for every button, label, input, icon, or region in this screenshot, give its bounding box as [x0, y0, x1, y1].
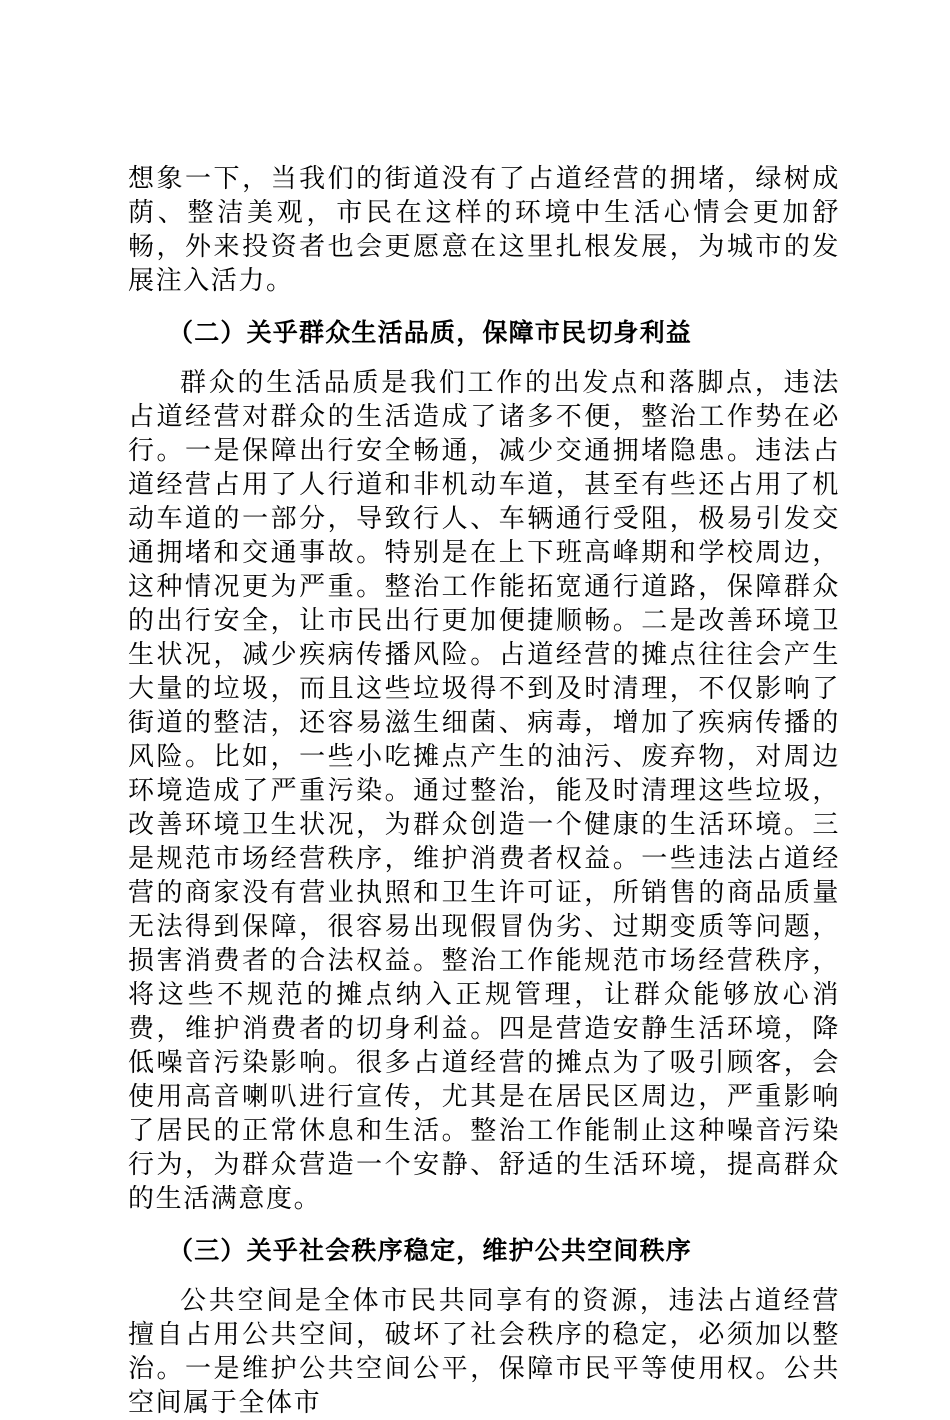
section-heading-2: （二）关乎群众生活品质，保障市民切身利益	[168, 318, 693, 347]
paragraph-section-2: 群众的生活品质是我们工作的出发点和落脚点，违法占道经营对群众的生活造成了诸多不便，整治工作势在必行。一是保障出行安全畅通，减少交通拥堵隐患。违法占道经营占用了人行道和非机动车道，甚至有些还占用了机动车道的一部分，导致行人、车辆通行受阻，极易引发交通拥堵和交通事故。特别是在上下班高峰期和学校周边，这种情况更为严重。整治工作能拓宽通行道路，保障群众的出行安全，让市民出行更加便捷顺畅。二是改善环境卫生状况，减少疾病传播风险。占道经营的摊点往往会产生大量的垃圾，而且这些垃圾得不到及时清理，不仅影响了街道的整洁，还容易滋生细菌、病毒，增加了疾病传播的风险。比如，一些小吃摊点产生的油污、废弃物，对周边环境造成了严重污染。通过整治，能及时清理这些垃圾，改善环境卫生状况，为群众创造一个健康的生活环境。三是规范市场经营秩序，维护消费者权益。一些违法占道经营的商家没有营业执照和卫生许可证，所销售的商品质量无法得到保障，很容易出现假冒伪劣、过期变质等问题，损害消费者的合法权益。整治工作能规范市场经营秩序，将这些不规范的摊点纳入正规管理，让群众能够放心消费，维护消费者的切身利益。四是营造安静生活环境，降低噪音污染影响。很多占道经营的摊点为了吸引顾客，会使用高音喇叭进行宣传，尤其是在居民区周边，严重影响了居民的正常休息和生活。整治工作能制止这种噪音污染行为，为群众营造一个安静、舒适的生活环境，提高群众的生活满意度。	[128, 368, 840, 1214]
paragraph-section-3: 公共空间是全体市民共同享有的资源，违法占道经营擅自占用公共空间，破坏了社会秩序的稳定，必须加以整治。一是维护公共空间公平，保障市民平等使用权。公共空间属于全体市	[128, 1286, 840, 1418]
paragraph-intro: 想象一下，当我们的街道没有了占道经营的拥堵，绿树成荫、整洁美观，市民在这样的环境中生活心情会更加舒畅，外来投资者也会更愿意在这里扎根发展，为城市的发展注入活力。	[128, 164, 840, 296]
document-body	[128, 162, 840, 1420]
section-heading-3: （三）关乎社会秩序稳定，维护公共空间秩序	[168, 1236, 693, 1265]
